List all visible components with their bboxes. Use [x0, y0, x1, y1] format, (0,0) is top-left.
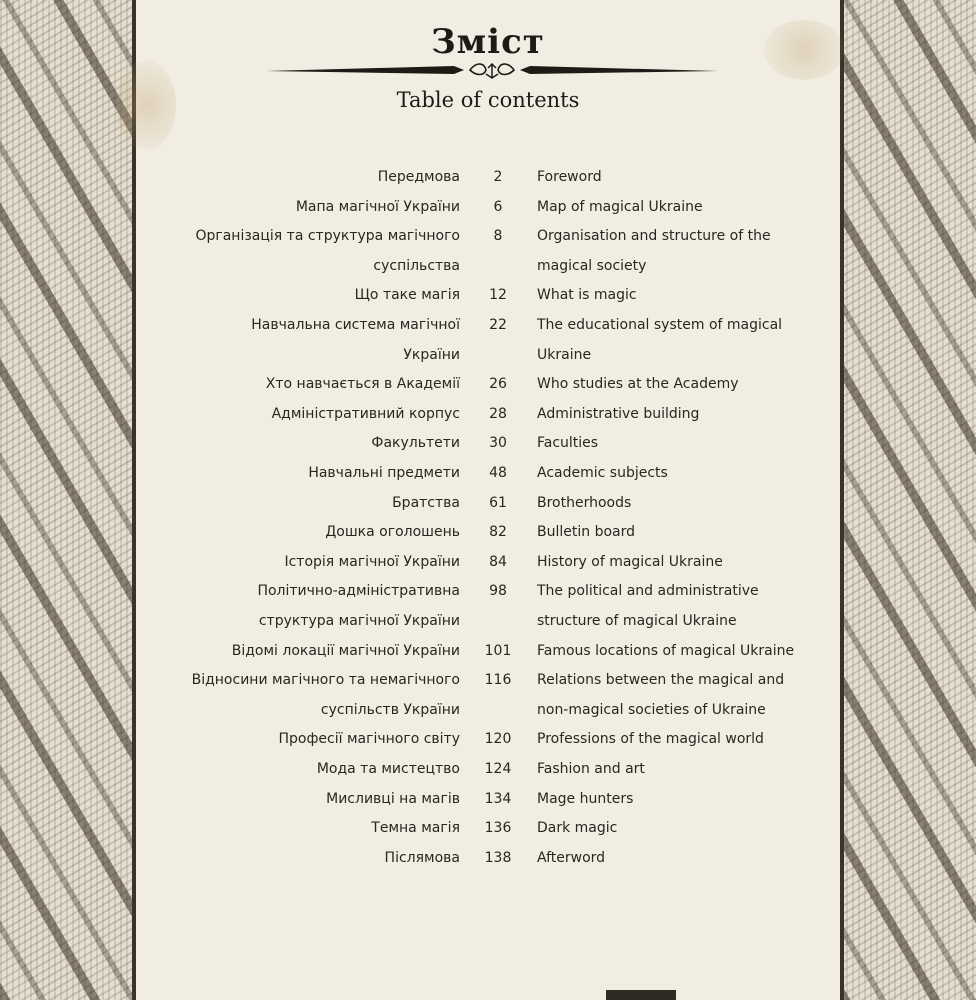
toc-page-number: 101 [484, 642, 512, 659]
toc-title-en: Administrative building [537, 405, 700, 422]
toc-title-en: Professions of the magical world [537, 731, 764, 748]
toc-title-uk: Відносини магічного та немагічного [191, 672, 460, 689]
toc-title-uk: Післямова [384, 849, 460, 866]
embroidery-border-left [0, 0, 136, 1000]
toc-title-uk: Факультети [371, 435, 460, 452]
toc-title-en: Map of magical Ukraine [537, 198, 703, 215]
toc-page-number: 8 [493, 228, 503, 245]
toc-row [136, 725, 840, 754]
toc-page-number: 136 [484, 820, 512, 837]
toc-title-uk: Мапа магічної України [295, 198, 460, 215]
toc-title-en: Afterword [537, 849, 606, 866]
toc-row [136, 518, 840, 547]
toc-row [136, 193, 840, 222]
toc-title-en: Famous locations of magical Ukraine [537, 642, 795, 659]
toc-title-uk: суспільства [373, 257, 460, 274]
toc-title-uk: Братства [392, 494, 460, 511]
toc-page-number: 138 [484, 849, 512, 866]
toc-title-en: Faculties [537, 435, 599, 452]
bottom-binding-mark [606, 990, 676, 1000]
toc-title-uk: Політично-адміністративна [257, 583, 460, 600]
toc-title-en: Mage hunters [537, 790, 634, 807]
toc-title-en: Relations between the magical and [537, 672, 785, 689]
toc-title-en: Dark magic [537, 820, 618, 837]
toc-title-uk: суспільств України [320, 701, 460, 718]
toc-title-uk: Мисливці на магів [326, 790, 460, 807]
toc-title-en: Bulletin board [537, 524, 635, 541]
toc-row [136, 163, 840, 192]
toc-row [136, 459, 840, 488]
toc-page-number: 134 [484, 790, 512, 807]
toc-row [136, 400, 840, 429]
toc-row [136, 370, 840, 399]
toc-page-number: 116 [484, 672, 512, 689]
toc-row [136, 281, 840, 310]
toc-page-number: 61 [489, 494, 507, 511]
ornament-divider-icon [264, 60, 720, 84]
toc-row [136, 814, 840, 843]
toc-title-en: non-magical societies of Ukraine [537, 701, 766, 718]
toc-title-en: Academic subjects [537, 465, 668, 481]
toc-page-number: 120 [484, 731, 512, 748]
toc-title-uk: Навчальна система магічної [251, 317, 460, 333]
toc-title-uk: Історія магічної України [284, 553, 460, 570]
toc-title-uk: Дошка оголошень [325, 524, 460, 541]
toc-page-number: 124 [484, 761, 512, 777]
toc-title-uk: Хто навчається в Академії [265, 376, 460, 393]
toc-title-en: History of magical Ukraine [537, 553, 723, 570]
toc-row [136, 429, 840, 458]
toc-row [136, 637, 840, 666]
toc-row [136, 341, 840, 370]
toc-page-number: 30 [489, 435, 507, 452]
toc-row [136, 489, 840, 518]
toc-title-en: The educational system of magical [537, 317, 783, 333]
toc-row [136, 755, 840, 784]
toc-row [136, 222, 840, 251]
toc-row [136, 844, 840, 873]
toc-row [136, 666, 840, 695]
toc-page-number: 12 [489, 287, 507, 304]
toc-page-number: 82 [489, 524, 507, 541]
toc-title-uk: Відомі локації магічної України [231, 642, 460, 659]
toc-title-uk: України [403, 346, 460, 363]
toc-row [136, 785, 840, 814]
toc-title-uk: Навчальні предмети [308, 465, 460, 481]
toc-title-uk: Передмова [377, 169, 460, 185]
toc-title-uk: Мода та мистецтво [316, 761, 460, 777]
toc-row [136, 252, 840, 281]
toc-title-en: Foreword [537, 169, 602, 185]
page-subtitle: Table of contents [396, 88, 580, 112]
toc-title-en: Who studies at the Academy [537, 376, 739, 393]
toc-title-en: Brotherhoods [537, 494, 632, 511]
toc-page-number: 84 [489, 553, 507, 570]
toc-page-number: 22 [489, 317, 507, 333]
toc-page-number: 48 [489, 465, 507, 481]
toc-title-en: Fashion and art [537, 761, 645, 777]
toc-page-number: 28 [489, 405, 507, 422]
toc-page-number: 98 [489, 583, 507, 600]
toc-row [136, 577, 840, 606]
toc-page-number: 26 [489, 376, 507, 393]
toc-page-number: 2 [493, 169, 503, 185]
toc-row [136, 607, 840, 636]
toc-title-en: magical society [537, 257, 647, 274]
toc-page [136, 0, 840, 1000]
toc-title-uk: Що таке магія [354, 287, 460, 304]
toc-title-uk: структура магічної України [258, 613, 460, 629]
toc-title-en: What is magic [537, 287, 637, 304]
toc-title-uk: Професії магічного світу [278, 731, 460, 748]
embroidery-border-right [840, 0, 976, 1000]
toc-title-en: The political and administrative [537, 583, 759, 600]
toc-row [136, 548, 840, 577]
toc-title-en: Ukraine [537, 346, 592, 363]
toc-title-uk: Темна магія [371, 820, 460, 837]
toc-title-en: Organisation and structure of the [537, 228, 771, 245]
toc-row [136, 311, 840, 340]
page-title: Зміст [431, 22, 545, 62]
toc-title-uk: Адміністративний корпус [271, 405, 460, 422]
toc-page-number: 6 [493, 198, 503, 215]
toc-title-en: structure of magical Ukraine [537, 613, 737, 629]
toc-row [136, 696, 840, 725]
toc-title-uk: Організація та структура магічного [195, 228, 460, 245]
